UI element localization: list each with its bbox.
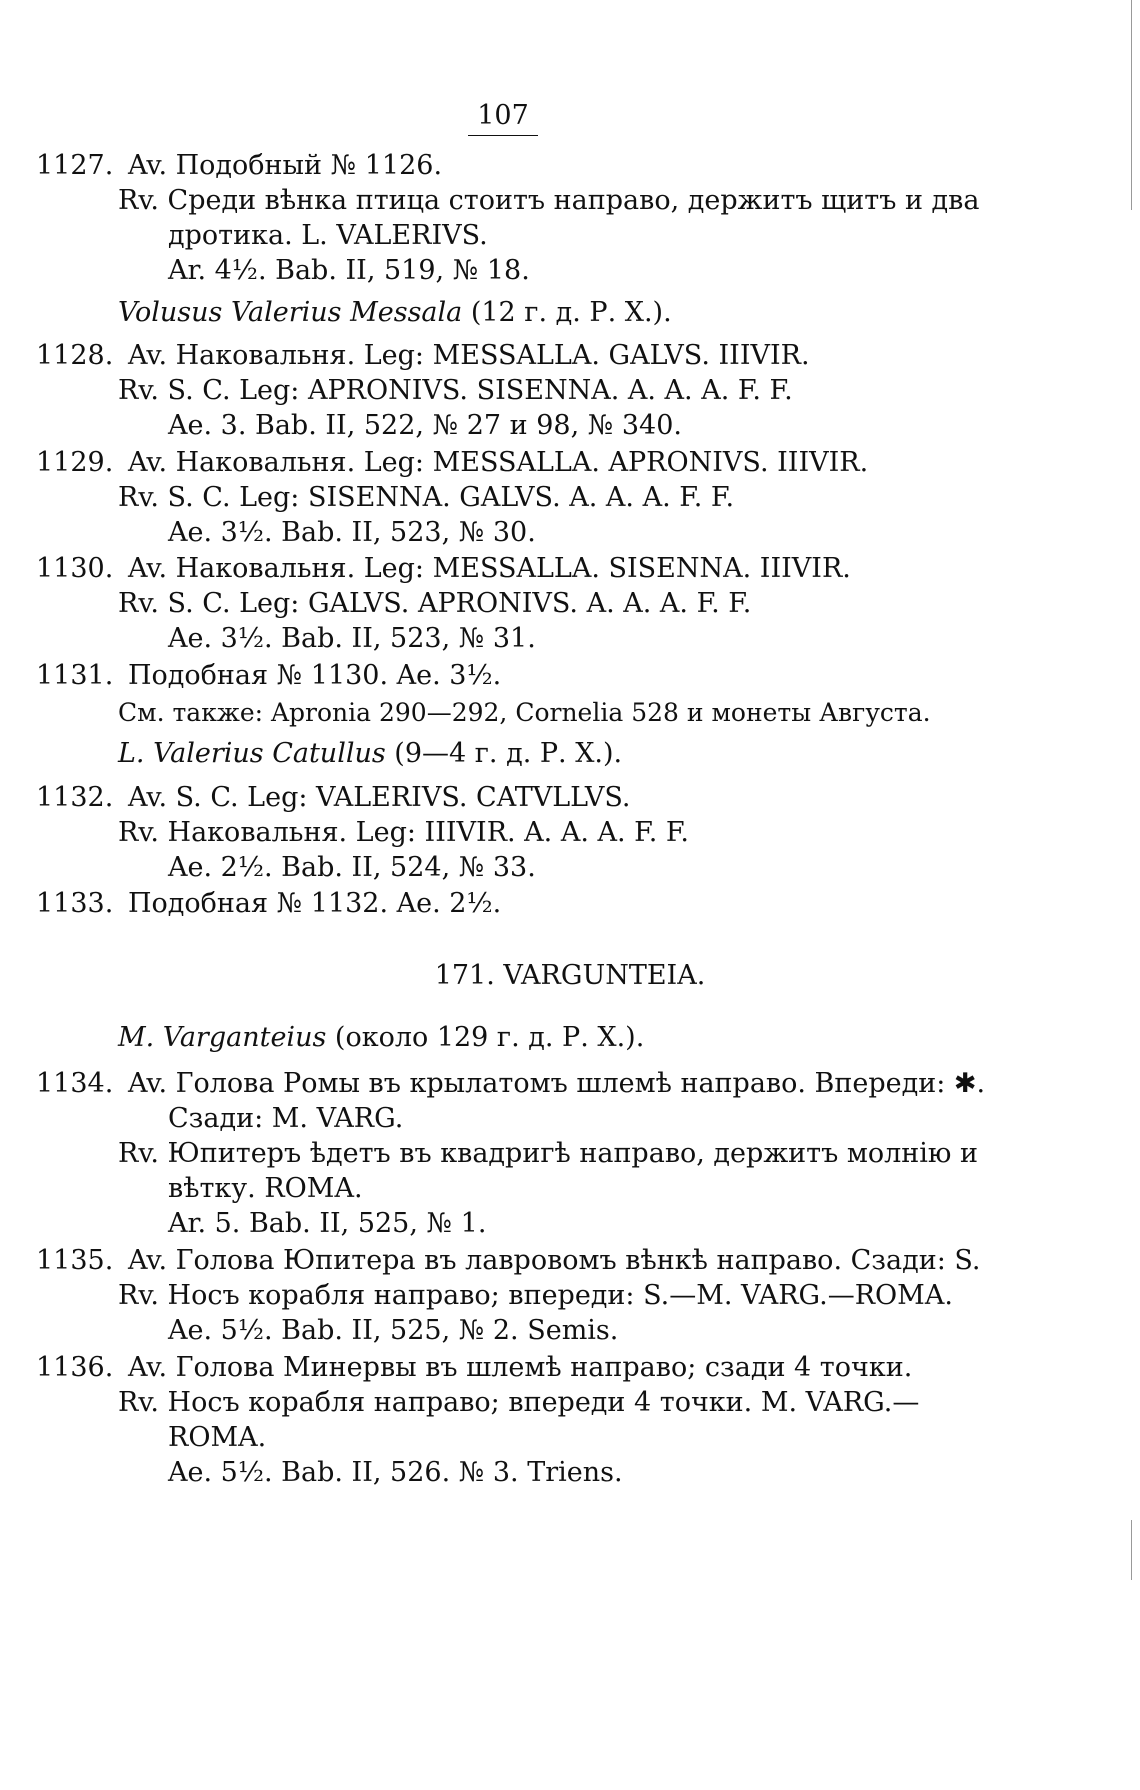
entry-text: Av. Голова Юпитера въ лавровомъ вѣнкѣ направо. Сзади: S. <box>128 1245 981 1276</box>
entry-text: Rv. Носъ корабля направо; впереди 4 точки. M. VARG.— <box>118 1387 920 1418</box>
entry-text: Ae. 5½. Bab. II, 525, № 2. Semis. <box>168 1315 619 1346</box>
entry-line <box>118 697 931 729</box>
entry-line <box>168 410 682 442</box>
entry-text: Rv. S. C. Leg: APRONIVS. SISENNA. A. A. A. F. F. <box>118 375 793 406</box>
entry-line <box>118 375 793 407</box>
entry-line <box>36 150 442 182</box>
section-title: 171. VARGUNTEIA. <box>434 960 706 991</box>
date-text: (около 129 г. д. Р. Х.). <box>326 1022 645 1053</box>
entry-number: 1135. <box>36 1245 114 1276</box>
entry-text: Rv. Наковальня. Leg: IIIVIR. A. A. A. F. F. <box>118 817 689 848</box>
entry-line <box>36 1068 985 1100</box>
entry-line <box>168 1315 618 1347</box>
entry-text: Ae. 3. Bab. II, 522, № 27 и 98, № 340. <box>168 410 682 441</box>
entry-text: Ae. 5½. Bab. II, 526. № 3. Triens. <box>168 1457 623 1488</box>
magistrate-name: L. Valerius Catullus <box>118 738 386 769</box>
entry-text: Ar. 5. Bab. II, 525, № 1. <box>168 1208 487 1239</box>
entry-number: 1128. <box>36 340 114 371</box>
entry-text: Rv. Носъ корабля направо; впереди: S.—M. VARG.—ROMA. <box>118 1280 953 1311</box>
entry-text: Подобная № 1130. Ae. 3½. <box>128 660 502 691</box>
entry-line <box>36 340 810 372</box>
subheading <box>118 738 622 770</box>
entry-text: Rv. S. C. Leg: SISENNA. GALVS. A. A. A. F. F. <box>118 482 735 513</box>
entry-text: Ae. 3½. Bab. II, 523, № 31. <box>168 623 536 654</box>
entry-text: Av. Наковальня. Leg: MESSALLA. SISENNA. IIIVIR. <box>128 553 851 584</box>
entry-text: Av. Голова Минервы въ шлемѣ направо; сзади 4 точки. <box>128 1352 913 1383</box>
entry-line <box>118 1387 919 1419</box>
entry-line <box>36 660 501 692</box>
entry-number: 1134. <box>36 1068 114 1099</box>
magistrate-name: M. Varganteius <box>118 1022 327 1053</box>
scan-edge-line <box>1131 1520 1132 1580</box>
entry-line <box>118 588 751 620</box>
entry-line <box>36 1245 981 1277</box>
entry-line <box>118 1280 953 1312</box>
entry-text: Rv. S. C. Leg: GALVS. APRONIVS. A. A. A. F. F. <box>118 588 752 619</box>
entry-text: Av. Наковальня. Leg: MESSALLA. GALVS. IIIVIR. <box>128 340 810 371</box>
entry-text: Ae. 2½. Bab. II, 524, № 33. <box>168 852 536 883</box>
entry-line <box>168 1422 266 1454</box>
entry-line <box>168 1457 623 1489</box>
entry-line <box>168 623 536 655</box>
entry-text: вѣтку. ROMA. <box>168 1173 363 1204</box>
entry-text: Ar. 4½. Bab. II, 519, № 18. <box>168 255 530 286</box>
scan-edge-line <box>1131 0 1132 210</box>
entry-line <box>36 553 851 585</box>
entry-text: Сзади: M. VARG. <box>168 1103 404 1134</box>
magistrate-name: Volusus Valerius Messala <box>118 297 463 328</box>
entry-text: дротика. L. VALERIVS. <box>168 220 488 251</box>
entry-line <box>168 852 536 884</box>
entry-text: Ae. 3½. Bab. II, 523, № 30. <box>168 517 536 548</box>
subheading <box>118 297 672 329</box>
entry-text: Av. Голова Ромы въ крылатомъ шлемѣ направо. Впереди: ✱. <box>128 1068 986 1099</box>
entry-line <box>168 255 530 287</box>
entry-text: Подобная № 1132. Ae. 2½. <box>128 888 502 919</box>
entry-number: 1136. <box>36 1352 114 1383</box>
entry-number: 1130. <box>36 553 114 584</box>
entry-line <box>118 185 979 217</box>
entry-text: Av. Наковальня. Leg: MESSALLA. APRONIVS. IIIVIR. <box>128 447 869 478</box>
entry-line <box>118 1138 978 1170</box>
entry-line <box>168 517 536 549</box>
page-number: 107 <box>468 100 538 136</box>
entry-text: Rv. Юпитеръ ѣдетъ въ квадригѣ направо, держитъ молнію и <box>118 1138 978 1169</box>
date-text: (9—4 г. д. Р. Х.). <box>385 738 623 769</box>
entry-line <box>36 1352 912 1384</box>
entry-number: 1127. <box>36 150 114 181</box>
entry-text: См. также: Apronia 290—292, Cornelia 528 и монеты Августа. <box>118 698 931 727</box>
entry-line <box>36 447 868 479</box>
entry-text: ROMA. <box>168 1422 267 1453</box>
entry-line <box>168 1173 363 1205</box>
entry-line <box>36 888 501 920</box>
entry-text: Rv. Среди вѣнка птица стоитъ направо, держитъ щитъ и два <box>118 185 980 216</box>
entry-number: 1131. <box>36 660 114 691</box>
entry-line <box>118 482 734 514</box>
entry-line <box>168 1103 403 1135</box>
subheading <box>118 1022 644 1054</box>
entry-number: 1132. <box>36 782 114 813</box>
entry-text: Av. S. C. Leg: VALERIVS. CATVLLVS. <box>128 782 631 813</box>
entry-line <box>168 220 488 252</box>
entry-number: 1129. <box>36 447 114 478</box>
date-text: (12 г. д. Р. Х.). <box>462 297 672 328</box>
entry-line <box>36 782 631 814</box>
entry-line <box>168 1208 486 1240</box>
entry-number: 1133. <box>36 888 114 919</box>
entry-line <box>118 817 689 849</box>
entry-text: Av. Подобный № 1126. <box>128 150 443 181</box>
